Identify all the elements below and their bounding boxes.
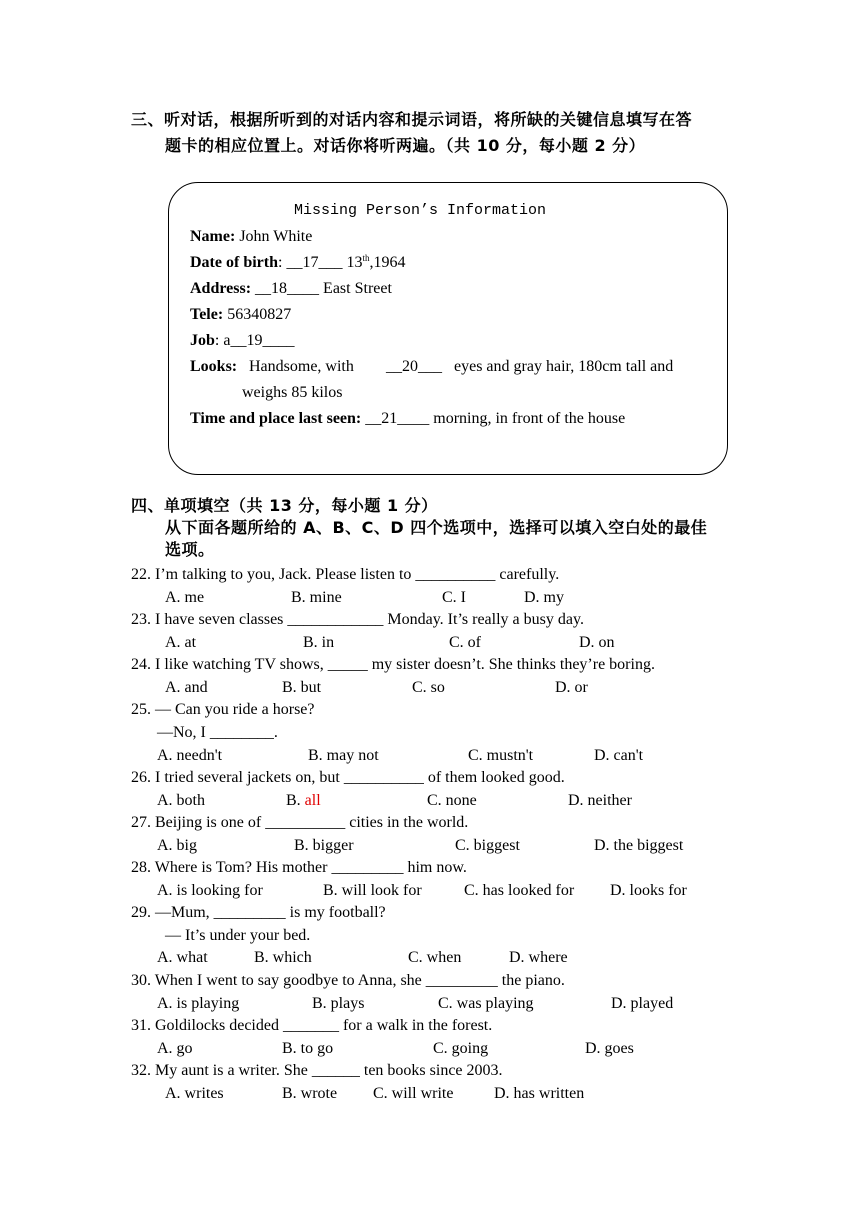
q26-option-c: C. none (427, 792, 477, 809)
q22-option-c: C. I (442, 589, 466, 606)
question-28-stem: 28. Where is Tom? His mother _________ him now. (131, 859, 467, 876)
q31-option-b: B. to go (282, 1040, 334, 1057)
name-value: John White (235, 228, 313, 245)
q27-option-c: C. biggest (455, 837, 520, 854)
question-25-stem: 25. — Can you ride a horse? (131, 701, 315, 718)
blank-18: __18____ (251, 280, 320, 297)
q30-option-a: A. is playing (157, 995, 240, 1012)
section4-instruction-1: 从下面各题所给的 A、B、C、D 四个选项中，选择可以填入空白处的最佳 (165, 518, 708, 537)
address-value: East Street (319, 280, 392, 297)
section3-heading-line2: 题卡的相应位置上。对话你将听两遍。（共 10 分，每小题 2 分） (165, 136, 646, 155)
q31-option-d: D. goes (585, 1040, 634, 1057)
looks-text-3: weighs 85 kilos (242, 384, 343, 401)
q23-option-a: A. at (165, 634, 197, 651)
q25-option-d: D. can't (594, 747, 644, 764)
dob-year: ,1964 (369, 254, 406, 271)
q26-option-a: A. both (157, 792, 205, 809)
name-row (190, 227, 312, 247)
q31-option-c: C. going (433, 1040, 489, 1057)
q24-option-c: C. so (412, 679, 445, 696)
q30-option-d: D. played (611, 995, 674, 1012)
q23-option-c: C. of (449, 634, 481, 651)
question-30-stem: 30. When I went to say goodbye to Anna, she _________ the piano. (131, 972, 565, 989)
dob-superscript: th (362, 253, 370, 263)
section3-heading-line1: 三、听对话，根据所听到的对话内容和提示词语，将所缺的关键信息填写在答 (131, 110, 693, 129)
looks-label (190, 357, 237, 377)
q28-option-d: D. looks for (610, 882, 687, 899)
q25-option-b: B. may not (308, 747, 379, 764)
tele-row (190, 305, 291, 325)
q22-option-b: B. mine (291, 589, 342, 606)
q27-option-d: D. the biggest (594, 837, 684, 854)
name-label: Name: (190, 228, 236, 245)
q31-option-a: A. go (157, 1040, 193, 1057)
blank-20: __20___ (386, 358, 442, 375)
q30-option-c: C. was playing (438, 995, 534, 1012)
q23-option-d: D. on (579, 634, 615, 651)
looks-text-2: eyes and gray hair, 180cm tall and (454, 358, 674, 375)
q23-option-b: B. in (303, 634, 335, 651)
blank-17: __17___ (286, 254, 343, 271)
q32-option-b: B. wrote (282, 1085, 338, 1102)
q26-option-b-prefix: B. (286, 792, 305, 809)
q28-option-b: B. will look for (323, 882, 422, 899)
tele-label: Tele: (190, 306, 224, 323)
dob-label: Date of birth (190, 254, 278, 271)
q26-option-b (286, 791, 321, 811)
question-31-stem: 31. Goldilocks decided _______ for a walk in the forest. (131, 1017, 493, 1034)
looks-label-text: Looks: (190, 358, 238, 375)
q29-option-c: C. when (408, 949, 462, 966)
q26-option-b-highlight: all (304, 792, 321, 809)
address-label: Address: (190, 280, 252, 297)
time-label: Time and place last seen: (190, 410, 362, 427)
q29-option-a: A. what (157, 949, 208, 966)
q27-option-b: B. bigger (294, 837, 354, 854)
looks-text-1: Handsome, with (249, 358, 354, 375)
q29-option-d: D. where (509, 949, 568, 966)
q25-option-c: C. mustn't (468, 747, 534, 764)
time-value: morning, in front of the house (429, 410, 626, 427)
address-row (190, 279, 392, 299)
q27-option-a: A. big (157, 837, 197, 854)
q22-option-d: D. my (524, 589, 564, 606)
question-24-stem: 24. I like watching TV shows, _____ my sister doesn’t. She thinks they’re boring. (131, 656, 655, 673)
dob-separator: : (277, 254, 287, 271)
job-prefix: : a (214, 332, 231, 349)
question-29-stem: 29. —Mum, _________ is my football? (131, 904, 386, 921)
q22-option-a: A. me (165, 589, 205, 606)
q32-option-c: C. will write (373, 1085, 454, 1102)
q30-option-b: B. plays (312, 995, 365, 1012)
info-box (168, 182, 728, 475)
time-row (190, 409, 625, 429)
question-25-response: —No, I ________. (157, 724, 278, 741)
question-29-response: — It’s under your bed. (165, 927, 311, 944)
dob-day: 13 (342, 254, 363, 271)
q24-option-d: D. or (555, 679, 588, 696)
q24-option-a: A. and (165, 679, 208, 696)
job-label: Job (190, 332, 215, 349)
question-23-stem: 23. I have seven classes ____________ Monday. It’s really a busy day. (131, 611, 584, 628)
section4-instruction-2: 选项。 (165, 540, 215, 559)
q32-option-a: A. writes (165, 1085, 224, 1102)
q28-option-a: A. is looking for (157, 882, 263, 899)
question-27-stem: 27. Beijing is one of __________ cities in the world. (131, 814, 469, 831)
q24-option-b: B. but (282, 679, 322, 696)
dob-row (190, 253, 405, 273)
blank-19: __19____ (230, 332, 295, 349)
q26-option-d: D. neither (568, 792, 632, 809)
info-box-title: Missing Person’s Information (294, 202, 547, 219)
q29-option-b: B. which (254, 949, 312, 966)
question-26-stem: 26. I tried several jackets on, but __________ of them looked good. (131, 769, 565, 786)
section4-heading: 四、单项填空（共 13 分，每小题 1 分） (131, 496, 438, 515)
question-22-stem: 22. I’m talking to you, Jack. Please listen to __________ carefully. (131, 566, 560, 583)
q28-option-c: C. has looked for (464, 882, 575, 899)
q32-option-d: D. has written (494, 1085, 585, 1102)
tele-value: 56340827 (223, 306, 292, 323)
blank-21: __21____ (361, 410, 430, 427)
question-32-stem: 32. My aunt is a writer. She ______ ten books since 2003. (131, 1062, 503, 1079)
q25-option-a: A. needn't (157, 747, 223, 764)
job-row (190, 331, 294, 351)
